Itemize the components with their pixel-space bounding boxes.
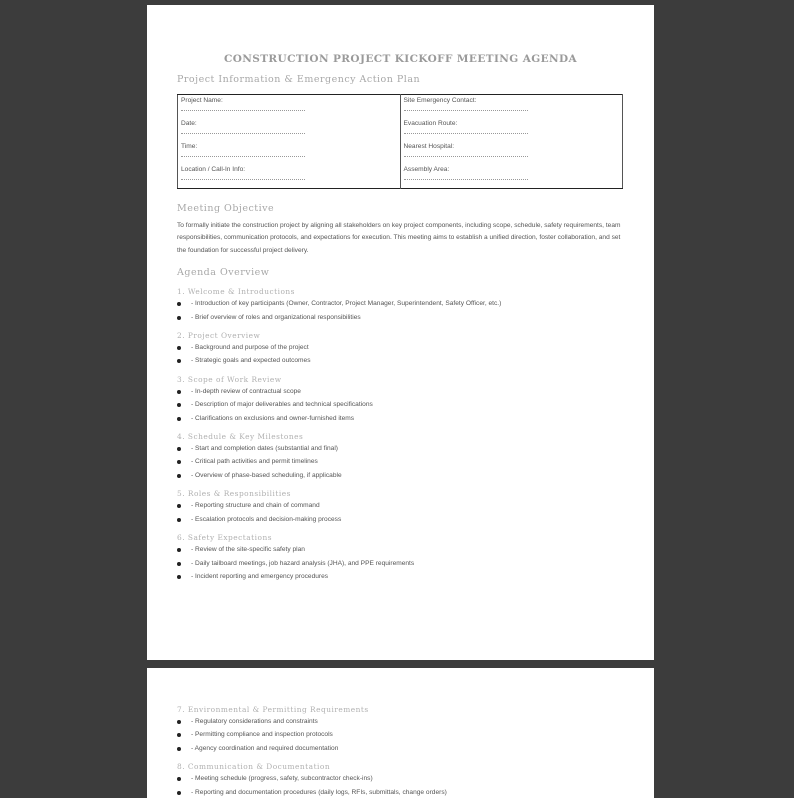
- agenda-item: - Agency coordination and required documentation: [177, 742, 624, 755]
- agenda-section-title: 2. Project Overview: [177, 331, 261, 341]
- agenda-item: - Reporting structure and chain of command: [177, 499, 624, 512]
- agenda-item: - Overview of phase-based scheduling, if applicable: [177, 469, 624, 482]
- assembly-area-field: [404, 165, 620, 188]
- agenda-heading: Agenda Overview: [177, 267, 270, 279]
- agenda-item-list: [177, 772, 624, 798]
- date-blank: [181, 133, 305, 134]
- agenda-item: - Brief overview of roles and organizational responsibilities: [177, 311, 624, 324]
- location-blank: [181, 179, 305, 180]
- evacuation-route-label: Evacuation Route:: [403, 120, 458, 127]
- nearest-hospital-blank: [404, 156, 528, 157]
- assembly-area-label: Assembly Area:: [403, 166, 450, 173]
- agenda-item: - Start and completion dates (substantial and final): [177, 442, 624, 455]
- project-info-left-column: [178, 95, 401, 189]
- agenda-item: - Reporting and documentation procedures (daily logs, RFIs, submittals, change orders): [177, 786, 624, 798]
- emergency-contact-label: Site Emergency Contact:: [403, 97, 477, 104]
- time-label: Time:: [181, 143, 198, 150]
- agenda-item-list: [177, 341, 624, 368]
- agenda-section: [177, 705, 624, 755]
- agenda-item: - Regulatory considerations and constraints: [177, 715, 624, 728]
- agenda-item: - Strategic goals and expected outcomes: [177, 354, 624, 367]
- agenda-section-title: 1. Welcome & Introductions: [177, 287, 295, 297]
- agenda-item-list: [177, 442, 624, 482]
- date-label: Date:: [181, 120, 197, 127]
- agenda-item-list: [177, 499, 624, 526]
- emergency-contact-blank: [404, 110, 528, 111]
- agenda-section: [177, 375, 624, 425]
- project-info-right-column: [400, 95, 623, 189]
- agenda-item: - Description of major deliverables and technical specifications: [177, 398, 624, 411]
- agenda-item-list: [177, 543, 624, 583]
- document-title: CONSTRUCTION PROJECT KICKOFF MEETING AGENDA: [223, 53, 578, 65]
- agenda-item: - Introduction of key participants (Owner, Contractor, Project Manager, Superintendent, Safety Officer, etc.): [177, 297, 624, 310]
- objective-heading: Meeting Objective: [177, 203, 275, 214]
- time-blank: [181, 156, 305, 157]
- agenda-section-title: 5. Roles & Responsibilities: [177, 489, 291, 499]
- agenda-section: [177, 432, 624, 482]
- project-info-heading: Project Information & Emergency Action Plan: [177, 74, 421, 85]
- agenda-item: - Meeting schedule (progress, safety, subcontractor check-ins): [177, 772, 624, 785]
- project-info-table: [177, 94, 623, 189]
- time-field: [181, 142, 397, 165]
- agenda-item: - In-depth review of contractual scope: [177, 385, 624, 398]
- agenda-item: - Background and purpose of the project: [177, 341, 624, 354]
- objective-text: To formally initiate the construction project by aligning all stakeholders on key project components, including scope, schedule, safety requirements, team responsibilities, communication protocols, and expectations for execution. This meeting aims to establish a unified direction, foster collaboration, and set the foundation for successful project delivery.: [177, 222, 621, 254]
- project-name-field: [181, 96, 397, 119]
- agenda-item-list: [177, 385, 624, 425]
- document-page-2: [147, 668, 654, 798]
- agenda-section: [177, 331, 624, 368]
- project-name-blank: [181, 110, 305, 111]
- assembly-area-blank: [404, 179, 528, 180]
- nearest-hospital-label: Nearest Hospital:: [403, 143, 455, 150]
- agenda-section: [177, 489, 624, 526]
- location-label: Location / Call-In Info:: [181, 166, 246, 173]
- agenda-section-title: 3. Scope of Work Review: [177, 374, 282, 384]
- agenda-item: - Incident reporting and emergency procedures: [177, 570, 624, 583]
- document-page-1: [147, 5, 654, 660]
- location-field: [181, 165, 397, 188]
- agenda-item: - Permitting compliance and inspection protocols: [177, 728, 624, 741]
- emergency-contact-field: [404, 96, 620, 119]
- agenda-item: - Review of the site-specific safety plan: [177, 543, 624, 556]
- agenda-item: - Daily tailboard meetings, job hazard analysis (JHA), and PPE requirements: [177, 557, 624, 570]
- nearest-hospital-field: [404, 142, 620, 165]
- evacuation-route-field: [404, 119, 620, 142]
- agenda-item-list: [177, 297, 624, 324]
- evacuation-route-blank: [404, 133, 528, 134]
- agenda-section-title: 6. Safety Expectations: [177, 533, 272, 543]
- project-name-label: Project Name:: [181, 97, 223, 104]
- date-field: [181, 119, 397, 142]
- agenda-section: [177, 533, 624, 583]
- agenda-section-title: 7. Environmental & Permitting Requirements: [177, 705, 369, 714]
- agenda-item: - Critical path activities and permit timelines: [177, 455, 624, 468]
- agenda-item: - Clarifications on exclusions and owner-furnished items: [177, 412, 624, 425]
- agenda-section-title: 4. Schedule & Key Milestones: [177, 432, 304, 442]
- agenda-section-title: 8. Communication & Documentation: [177, 762, 331, 772]
- agenda-item-list: [177, 715, 624, 755]
- agenda-section: [177, 287, 624, 324]
- agenda-item: - Escalation protocols and decision-making process: [177, 513, 624, 526]
